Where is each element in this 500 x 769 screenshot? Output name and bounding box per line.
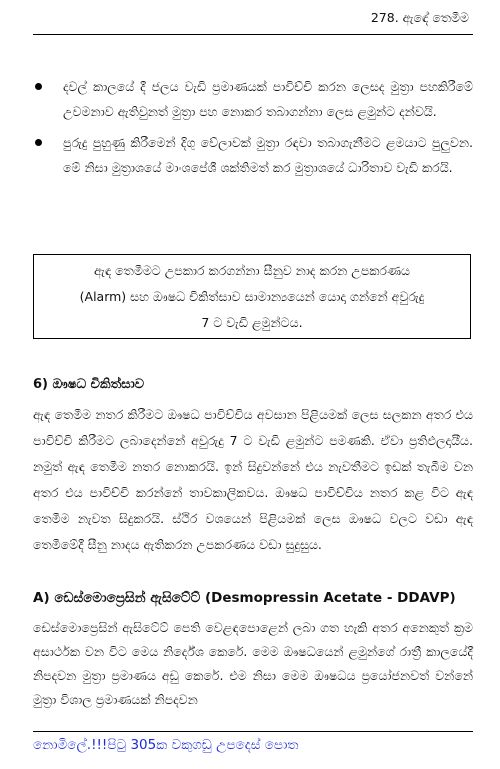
section-paragraph: ඇඳ තෙමීම නතර කිරීමට ඖෂධ පාවිච්චිය අවසාන පිළියමක් ලෙස සලකන අතර එය පාවිච්චි කිරීමට ලබාදෙන්නේ අවුරුදු 7 ට වැඩි ළමුන්ට පමණකි. ඒවා ප්‍රතිඵලදායීය. නමුත් ඇඳ තෙමීම නතර නොකරයි. ඉන් සිදුවන්නේ එය නැවතීමට ඉඩක් තැබීම වන අතර එය පාවිච්චි කරන්නේ තාවකාලිකවය. ඖෂධ පාවිච්චිය නතර කළ විට ඇඳ තෙමීම නැවත සිදුකරයි. ස්ථිර වශයෙන් පිළියමක් ලෙස ඖෂධ වලට වඩා ඇඳ තෙමීමේදී සීනු නාදය ඇතිකරන උපකරණය වඩා සුදුසුය.	[33, 407, 473, 552]
page-header	[33, 8, 473, 35]
info-box-line: 7 ට වැඩි ළමුන්ටය.	[201, 315, 303, 330]
subsection-paragraph: ඩෙස්මොප්‍රෙසින් ඇසිටේට් පෙති වෙළඳපොළෙන් ලබා ගත හැකි අතර අනෙකුත් ක්‍රම අසාර්ථක වන විට මෙය නිර්දේශ කෙරේ. මෙම ඖෂධයෙන් ළමුන්ගේ රාත්‍රී කාලයේදී නිපදවන මුත්‍රා ප්‍රමාණය අඩු කෙරේ. එම නිසා මෙම ඖෂධය ප්‍රයෝජනවත් වන්නේ මුත්‍රා විශාල ප්‍රමාණයක් නිපදවන	[33, 620, 473, 707]
section-heading: 6) ඖෂධ චිකිත්සාව	[33, 377, 145, 392]
subsection-heading: A) ඩෙස්මොප්‍රෙසින් ඇසිටේට් (Desmopressin Acetate - DDAVP)	[33, 590, 456, 606]
info-box-line: ඇඳ තෙමීමට උපකාර කරගන්නා සීනුව නාද කරන උපකරණය	[93, 263, 411, 278]
info-box-line: (Alarm) සහ ඖෂධ චිකිත්සාව සාමාන්‍යයෙන් යොදා ගන්නේ අවුරුදු	[79, 289, 425, 304]
bullet-dot-icon	[35, 83, 42, 90]
bullet-dot-icon	[35, 139, 42, 146]
footer-text: නොමිලේ.!!!පිටු 305ක වකුගඩු උපදෙස් පොත	[33, 737, 299, 753]
info-box	[33, 254, 471, 339]
bullet-item	[33, 74, 473, 124]
page-footer	[33, 731, 473, 762]
bullet-text: දවල් කාලයේ දී ජලය වැඩි ප්‍රමාණයක් පාවිච්චි කරන ලෙසද මුත්‍රා පහකිරීමේ උවමනාව ඇතිවුනත් මුත්‍රා පහ නොකර තබාගන්නා ලෙස ළමුන්ට දන්වයි.	[63, 79, 473, 119]
header-title: 278. ඇඳේ තෙමීම	[370, 10, 469, 25]
bullet-item	[33, 130, 473, 180]
bullet-list	[33, 74, 473, 186]
bullet-text: පුරුදු පුහුණු කිරීමෙන් දිගු වේලාවක් මුත්‍රා රඳවා තබාගැනීමට ළමයාට පුලුවන. මේ නිසා මුත්‍රාශයේ මාංශපේශී ශක්තිමත් කර මුත්‍රාශයේ ධාරිතාව වැඩි කරයි.	[63, 135, 473, 175]
